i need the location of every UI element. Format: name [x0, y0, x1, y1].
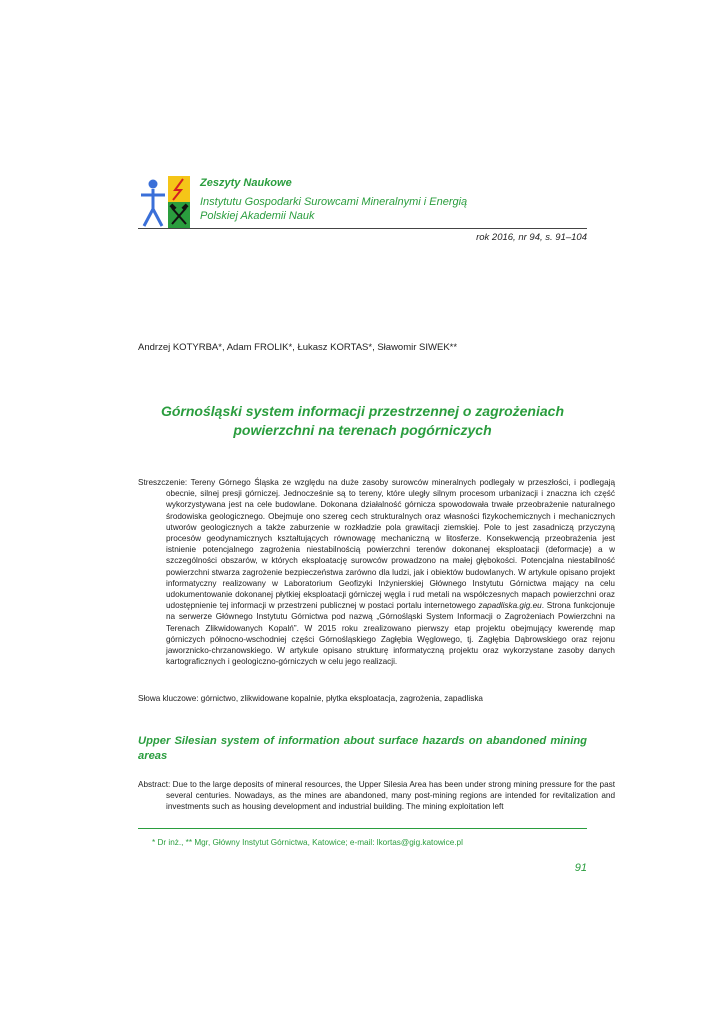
institute-logo-icon — [138, 176, 190, 228]
page-number: 91 — [574, 862, 587, 874]
paper-title-en: Upper Silesian system of information about surface hazards on abandoned mining areas — [138, 735, 587, 762]
title-pl-line1: Górnośląski system informacji przestrzennej o zagrożeniach — [160, 403, 564, 419]
journal-title: Zeszyty Naukowe — [200, 177, 292, 189]
abstract-pl-text2: . Strona funkcjonuje na serwerze Głównego Instytutu Górnictwa pod nazwą „Górnośląski System Informacji o Zagrożeniach Powierzchni na Terenach Zlikwidowanych Kopalń”. W 2015 roku zrealizowano pierwszy etap projektu obejmujący kwerendę map górniczych północno-wschodniej części Górnośląskiego Zagłębia Węglowego, tj. Zagłębia Dąbrowskiego oraz rejonu jaworznicko-chrzanowskiego. W artykule opisano strukturę informatyczną projektu oraz wykorzystane zasoby danych kartograficznych i geologiczno-górniczych w celu jego realizacji. — [166, 601, 615, 667]
institute-name-line1: Instytutu Gospodarki Surowcami Mineralnymi i Energią — [200, 196, 468, 208]
journal-header — [200, 176, 580, 223]
portal-link[interactable]: zapadliska.gig.eu — [478, 601, 542, 611]
institute-name-line2: Polskiej Akademii Nauk — [200, 210, 315, 222]
author-footnote: * Dr inż., ** Mgr, Główny Instytut Górnictwa, Katowice; e-mail: lkortas@gig.katowice.pl — [152, 838, 463, 847]
issue-info: rok 2016, nr 94, s. 91–104 — [476, 232, 587, 243]
title-pl-line2: powierzchni na terenach pogórniczych — [233, 422, 492, 438]
keywords-pl: Słowa kluczowe: górnictwo, zlikwidowane kopalnie, płytka eksploatacja, zagrożenia, zapadliska — [138, 694, 483, 703]
abstract-pl — [138, 477, 615, 667]
abstract-pl-text: Tereny Górnego Śląska ze względu na duże zasoby surowców mineralnych podlegały w przeszłości, i podlegają obecnie, silnej presji górniczej. Jednocześnie są to tereny, które uległy silnym procesom urbanizacji i znaczna ich część wykorzystywana jest na cele budowlane. Dokonana działalność górnicza spowodowała trwałe przeobrażenie naturalnego środowiska geologicznego. Obejmuje ono szereg cech strukturalnych oraz własności fizykochemicznych i mechanicznych utworów geologicznych a także zaburzenie w rozkładzie pola grawitacji ziemskiej. Pole to jest zasadniczą przyczyną procesów geodynamicznych kształtujących równowagę mechaniczną w litosferze. Konsekwencją przeobrażenia jest istnienie potencjalnego zagrożenia niestabilnością powierzchni terenów dokonanej eksploatacji (deformacje) a w szczególności obszarów, w których eksploatację surowców prowadzono na małej głębokości. Potencjalna niestabilność powierzchni stwarza zagrożenie bezpieczeństwa zarówno dla ludzi, jak i obiektów budowlanych. W artykule opisano projekt informatyczny realizowany w Laboratorium Geofizyki Inżynierskiej Głównego Instytutu Górnictwa mający na celu udokumentowanie dokonanej płytkiej eksploatacji górniczej węgla i rud metali na współczesnych mapach powierzchni oraz udostępnienie tej informacji w przestrzeni publicznej w postaci portalu internetowego — [166, 478, 615, 611]
paper-title-pl — [138, 402, 587, 440]
abstract-en — [138, 779, 615, 813]
authors-line: Andrzej KOTYRBA*, Adam FROLIK*, Łukasz KORTAS*, Sławomir SIWEK** — [138, 342, 458, 353]
abstract-pl-label: Streszczenie: — [138, 478, 188, 487]
abstract-en-text: Due to the large deposits of mineral resources, the Upper Silesia Area has been under strong mining pressure for the past several centuries. Nowadays, as the mines are abandoned, many post-mining regions are intended for revitalization and investments such as housing development and industrial building. The mining exploitation left — [166, 780, 615, 812]
header-divider — [138, 228, 587, 229]
abstract-en-label: Abstract: — [138, 780, 171, 789]
footnote-divider — [138, 828, 587, 829]
